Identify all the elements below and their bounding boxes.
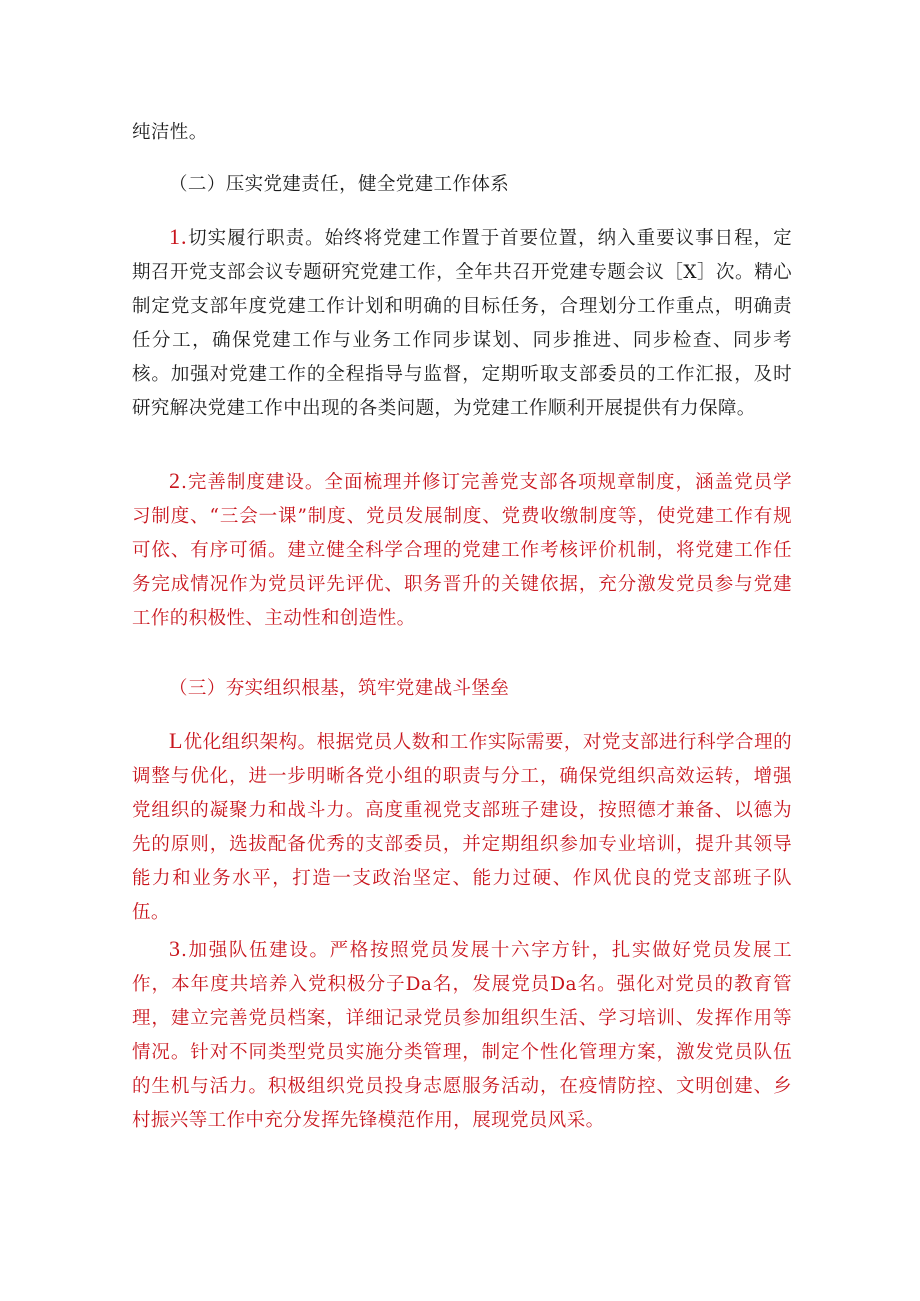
paragraph-3	[132, 724, 792, 930]
paragraph-2	[132, 464, 792, 636]
section-heading-2: （二）压实党建责任，健全党建工作体系	[169, 174, 510, 195]
paragraph-3-text: 优化组织架构。根据党员人数和工作实际需要，对党支部进行科学合理的调整与优化，进一步明晰各党小组的职责与分工，确保党组织高效运转，增强党组织的凝聚力和战斗力。高度重视党支部班子建设，按照德才兼备、以德为先的原则，选拔配备优秀的支部委员，并定期组织参加专业培训，提升其领导能力和业务水平，打造一支政治坚定、能力过硬、作风优良的党支部班子队伍。	[132, 732, 792, 923]
paragraph-1	[132, 220, 792, 426]
paragraph-1-marker: 1.	[169, 224, 188, 249]
paragraph-2-text: .完善制度建设。全面梳理并修订完善党支部各项规章制度，涵盖党员学习制度、“三会一课”制度、党员发展制度、党费收缴制度等，使党建工作有规可依、有序可循。建立健全科学合理的党建工作考核评价机制，将党建工作任务完成情况作为党员评先评优、职务晋升的关键依据，充分激发党员参与党建工作的积极性、主动性和创造性。	[132, 472, 792, 629]
paragraph-2-marker: 2	[169, 468, 181, 493]
paragraph-4-text: .加强队伍建设。严格按照党员发展十六字方针，扎实做好党员发展工作，本年度共培养入党积极分子Da名，发展党员Da名。强化对党员的教育管理，建立完善党员档案，详细记录党员参加组织生活、学习培训、发挥作用等情况。针对不同类型党员实施分类管理，制定个性化管理方案，激发党员队伍的生机与活力。积极组织党员投身志愿服务活动，在疫情防控、文明创建、乡村振兴等工作中充分发挥先锋模范作用，展现党员风采。	[132, 940, 792, 1131]
section-heading-3: （三）夯实组织根基，筑牢党建战斗堡垒	[169, 678, 510, 699]
paragraph-3-marker: L	[169, 728, 184, 753]
paragraph-4	[132, 932, 792, 1138]
paragraph-1-text: 切实履行职责。始终将党建工作置于首要位置，纳入重要议事日程，定期召开党支部会议专题研究党建工作，全年共召开党建专题会议［X］次。精心制定党支部年度党建工作计划和明确的目标任务，合理划分工作重点，明确责任分工，确保党建工作与业务工作同步谋划、同步推进、同步检查、同步考核。加强对党建工作的全程指导与监督，定期听取支部委员的工作汇报，及时研究解决党建工作中出现的各类问题，为党建工作顺利开展提供有力保障。	[132, 228, 792, 419]
intro-tail-text: 纯洁性。	[132, 122, 208, 143]
paragraph-4-marker: 3	[169, 936, 181, 961]
